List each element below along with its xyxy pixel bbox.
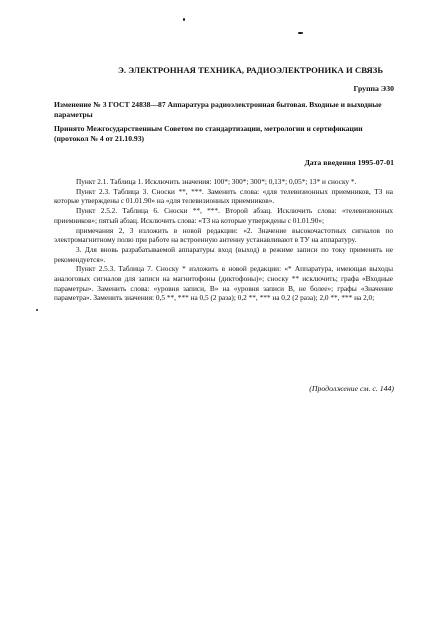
- paragraph: 3. Для вновь разрабатываемой аппаратуры вход (выход) в режиме записи по току применять не рекомендуется».: [54, 244, 393, 264]
- accepted-statement: Принято Межгосударственным Советом по стандартизации, метрологии и сертификации (протокол № 4 от 21.10.93): [54, 124, 363, 143]
- section-title: Э. ЭЛЕКТРОННАЯ ТЕХНИКА, РАДИОЭЛЕКТРОНИКА И СВЯЗЬ: [118, 65, 384, 75]
- effective-date: Дата введения 1995-07-01: [304, 158, 394, 167]
- group-code: Группа Э30: [353, 84, 394, 93]
- scan-speck: [298, 32, 303, 34]
- continuation-note: (Продолжение см. с. 144): [309, 384, 394, 393]
- paragraph: Пункт 2.5.2. Таблица 6. Сноски **, ***. Второй абзац. Исключить слова: «телевизионных приемников»; пятый абзац. Исключить слова: «ТЗ на которые утверждены с 01.01.90»;: [54, 206, 393, 225]
- change-heading: Изменение № 3 ГОСТ 24838—87 Аппаратура радиоэлектронная бытовая. Входные и выходные параметры: [54, 100, 382, 119]
- document-body: [54, 177, 393, 303]
- scan-speck: [183, 18, 185, 21]
- paragraph: Пункт 2.3. Таблица 3. Сноски **, ***. Заменить слова: «для телевизионных приемников, ТЗ на которые утверждены с 01.01.90» на «для телевизионных приемников».: [54, 186, 393, 206]
- paragraph: Пункт 2.1. Таблица 1. Исключить значения: 100*; 300*; 300*; 0,13*; 0,05*; 13* и сноску *.: [76, 177, 357, 186]
- paragraph: Пункт 2.5.3. Таблица 7. Сноску * изложить в новой редакции: «* Аппаратура, имеющая выходы аналоговых сигналов для записи на магнитофоны (диктофоны)»; сноску ** исключить; графа «Входные параметры». Заменить слова: «уровня записи, В» на «уровня записи В, не более»; графы «Значение параметра». Заменить значения: 0,5 **, *** на 0,5 (2 раза); 0,2 **, *** на 0,2 (2 раза); 2,0 **, *** на 2,0;: [54, 264, 393, 303]
- scan-speck: [36, 309, 38, 311]
- paragraph: примечания 2, 3 изложить в новой редакции: «2. Значение высокочастотных сигналов по электромагнитному полю при работе на встроенную антенну устанавливают в ТУ на аппаратуру.: [54, 225, 393, 245]
